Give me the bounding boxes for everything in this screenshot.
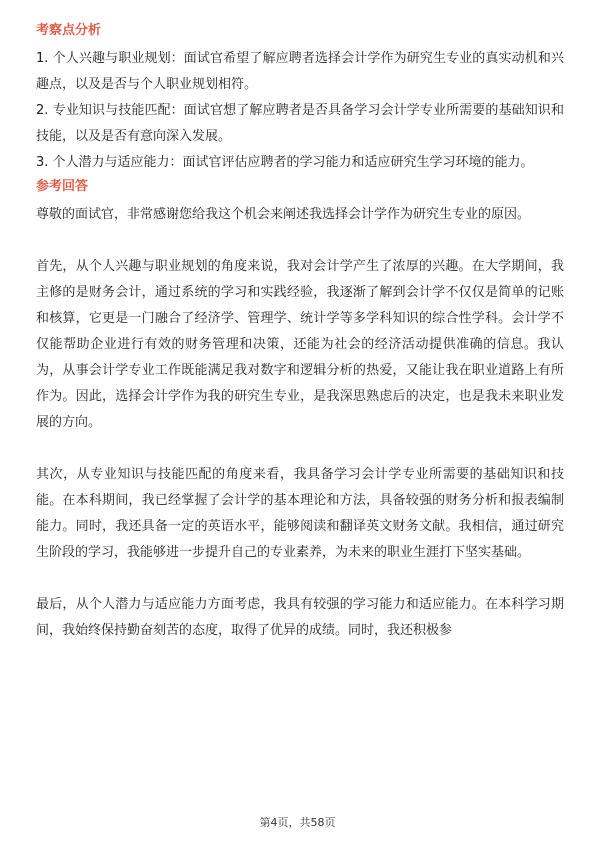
analysis-point: 2. 专业知识与技能匹配：面试官想了解应聘者是否具备学习会计学专业所需要的基础知识和技能，以及是否有意向深入发展。 [36, 103, 564, 144]
intro-paragraph: 尊敬的面试官，非常感谢您给我这个机会来阐述我选择会计学作为研究生专业的原因。 [36, 207, 531, 222]
body-paragraph-1: 首先，从个人兴趣与职业规划的角度来说，我对会计学产生了浓厚的兴趣。在大学期间，我主修的是财务会计，通过系统的学习和实践经验，我逐渐了解到会计学不仅仅是简单的记账和核算，它更是一门融合了经济学、管理学、统计学等多学科知识的综合性学科。会计学不仅能帮助企业进行有效的财务管理和决策，还能为社会的经济活动提供准确的信息。我认为，从事会计学专业工作既能满足我对数字和逻辑分析的热爱，又能让我在职业道路上有所作为。因此，选择会计学作为我的研究生专业，是我深思熟虑后的决定，也是我未来职业发展的方向。 [36, 259, 564, 430]
page-footer: 第4页，共58页 [259, 816, 336, 829]
body-paragraph-3: 最后，从个人潜力与适应能力方面考虑，我具有较强的学习能力和适应能力。在本科学习期间，我始终保持勤奋刻苦的态度，取得了优异的成绩。同时，我还积极参 [36, 597, 564, 638]
analysis-heading: 考察点分析 [36, 23, 102, 38]
analysis-point: 1. 个人兴趣与职业规划：面试官希望了解应聘者选择会计学作为研究生专业的真实动机和兴趣点，以及是否与个人职业规划相符。 [36, 51, 564, 92]
reference-heading: 参考回答 [36, 179, 89, 194]
document-page [36, 22, 564, 644]
body-paragraph-2: 其次，从专业知识与技能匹配的角度来看，我具备学习会计学专业所需要的基础知识和技能。在本科期间，我已经掌握了会计学的基本理论和方法，具备较强的财务分析和报表编制能力。同时，我还具备一定的英语水平，能够阅读和翻译英文财务文献。我相信，通过研究生阶段的学习，我能够进一步提升自己的专业素养，为未来的职业生涯打下坚实基础。 [36, 467, 564, 560]
analysis-point: 3. 个人潜力与适应能力：面试官评估应聘者的学习能力和适应研究生学习环境的能力。 [36, 155, 534, 170]
analysis-points [36, 46, 564, 176]
